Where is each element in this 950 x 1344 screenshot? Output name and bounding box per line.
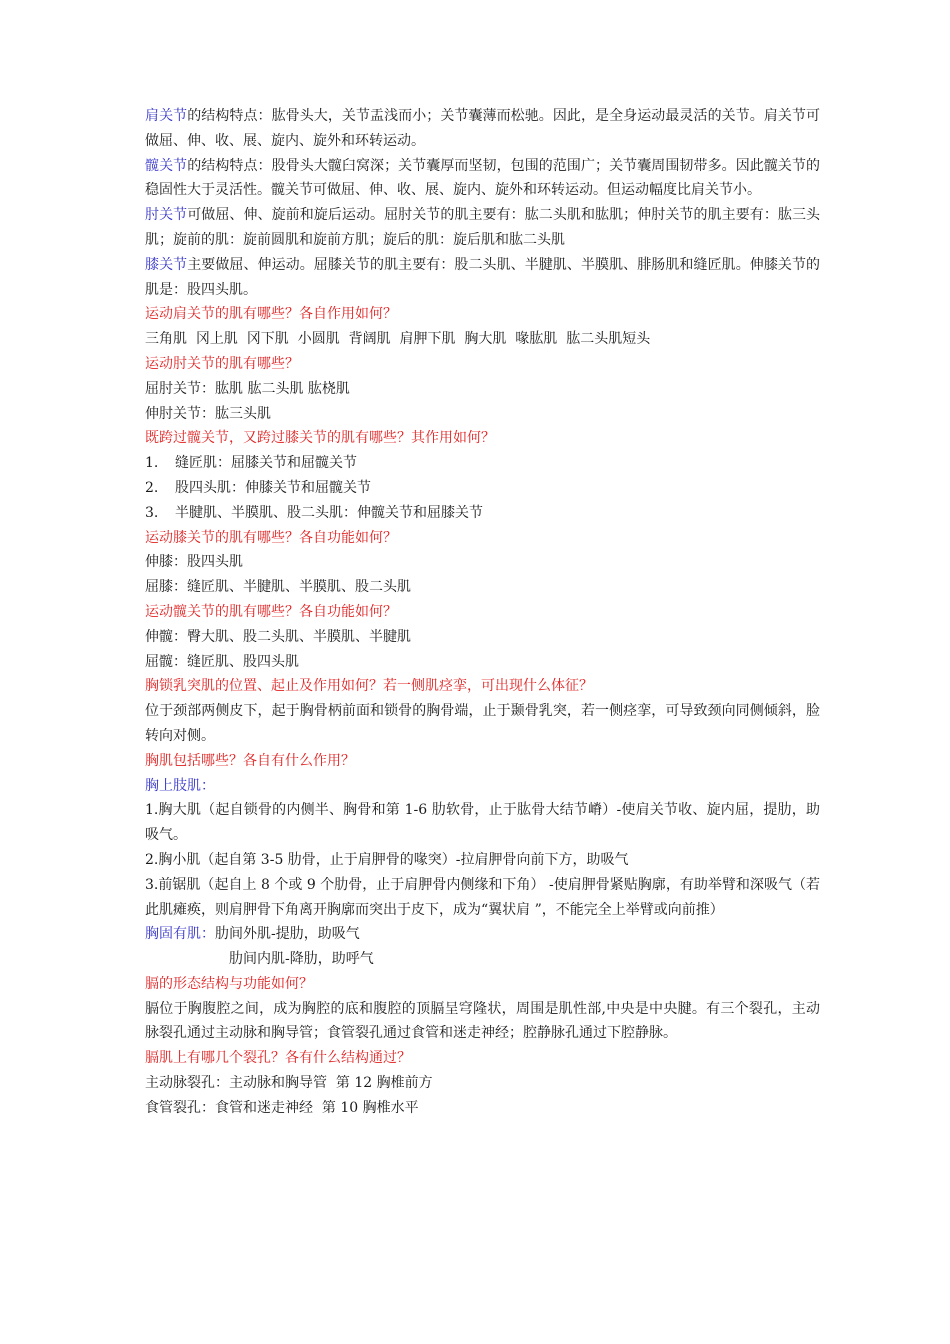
elbow-joint-term: 肘关节 (145, 207, 188, 224)
knee-joint-paragraph (145, 253, 820, 303)
answer-elbow-flexors: 屈肘关节：肱肌 肱二头肌 肱桡肌 (145, 380, 350, 397)
hip-joint-paragraph (145, 154, 820, 204)
question-biarticular-muscles: 既跨过髋关节，又跨过膝关节的肌有哪些？其作用如何？ (145, 430, 495, 447)
answer-sternocleidomastoid: 位于颈部两侧皮下，起于胸骨柄前面和锁骨的胸骨端，止于颞骨乳突，若一侧痉挛，可导致颈向同侧倾斜，脸转向对侧。 (145, 703, 820, 744)
question-elbow-muscles: 运动肘关节的肌有哪些？ (145, 355, 299, 372)
answer-knee-extensors: 伸膝：股四头肌 (145, 554, 243, 571)
knee-joint-text: 主要做屈、伸运动。屈膝关节的肌主要有：股二头肌、半腱肌、半膜肌、腓肠肌和缝匠肌。伸膝关节的肌是：股四头肌。 (145, 256, 821, 298)
shoulder-joint-text: 的结构特点：肱骨头大，关节盂浅而小；关节囊薄而松驰。因此，是全身运动最灵活的关节。肩关节可做屈、伸、收、展、旋内、旋外和环转运动。 (145, 108, 821, 149)
pectoralis-major-item: 1.胸大肌（起自锁骨的内侧半、胸骨和第 1-6 肋软骨，止于肱骨大结节嵴）-使肩关节收、旋内屈，提肋，助吸气。 (145, 802, 820, 844)
serratus-anterior-item: 3.前锯肌（起自上 8 个或 9 个肋骨，止于肩胛骨内侧缘和下角） -使肩胛骨紧贴胸廓，有助举臂和深吸气（若此肌瘫痪，则肩胛骨下角离开胸廓而突出于皮下，成为“翼状肩 ”，不能完全上举臂或向前推） (145, 876, 820, 918)
question-sternocleidomastoid: 胸锁乳突肌的位置、起止及作用如何？若一侧肌痉挛，可出现什么体征？ (145, 678, 593, 695)
document-body (145, 104, 820, 1121)
elbow-joint-text: 可做屈、伸、旋前和旋后运动。屈肘关节的肌主要有：肱二头肌和肱肌；伸肘关节的肌主要有：肱三头肌；旋前的肌：旋前圆肌和旋前方肌；旋后的肌：旋后肌和肱二头肌 (145, 207, 821, 248)
answer-knee-flexors: 屈膝：缝匠肌、半腱肌、半膜肌、股二头肌 (145, 579, 411, 596)
list-item (145, 451, 820, 476)
answer-hip-flexors: 屈髋：缝匠肌、股四头肌 (145, 653, 299, 670)
list-text: 半腱肌、半膜肌、股二头肌：伸髋关节和屈膝关节 (175, 504, 483, 521)
aortic-hiatus-text: 主动脉裂孔：主动脉和胸导管 第 12 胸椎前方 (145, 1075, 433, 1092)
question-chest-muscles: 胸肌包括哪些？各自有什么作用？ (145, 752, 355, 769)
list-item (145, 476, 820, 501)
intrinsic-chest-muscles-term: 胸固有肌： (145, 926, 215, 943)
internal-intercostal-text: 肋间内肌-降肋，助呼气 (229, 951, 374, 968)
list-number: 3. (145, 504, 159, 521)
question-shoulder-muscles: 运动肩关节的肌有哪些？各自作用如何？ (145, 306, 397, 323)
knee-joint-term: 膝关节 (145, 256, 188, 273)
hip-joint-term: 髋关节 (145, 157, 188, 174)
question-diaphragm: 膈的形态结构与功能如何？ (145, 975, 313, 992)
question-diaphragm-openings: 膈肌上有哪几个裂孔？各有什么结构通过？ (145, 1050, 411, 1067)
list-number: 1. (145, 455, 159, 472)
list-number: 2. (145, 479, 159, 496)
shoulder-joint-paragraph (145, 104, 820, 154)
list-text: 缝匠肌：屈膝关节和屈髋关节 (175, 455, 357, 472)
hip-joint-text: 的结构特点：股骨头大髋臼窝深；关节囊厚而坚韧，包围的范围广；关节囊周围韧带多。因此髋关节的稳固性大于灵活性。髋关节可做屈、伸、收、展、旋内、旋外和环转运动。但运动幅度比肩关节小。 (145, 157, 821, 199)
external-intercostal-text: 肋间外肌-提肋，助吸气 (215, 926, 360, 943)
upper-limb-chest-muscles-heading: 胸上肢肌： (145, 777, 215, 794)
pectoralis-minor-item: 2.胸小肌（起自第 3-5 肋骨，止于肩胛骨的喙突）-拉肩胛骨向前下方，助吸气 (145, 851, 629, 868)
intrinsic-chest-muscles (145, 922, 820, 947)
answer-diaphragm: 膈位于胸腹腔之间，成为胸腔的底和腹腔的顶膈呈穹隆状，周围是肌性部,中央是中央腱。有三个裂孔，主动脉裂孔通过主动脉和胸导管；食管裂孔通过食管和迷走神经；腔静脉孔通过下腔静脉。 (145, 1000, 820, 1042)
question-knee-muscles: 运动膝关节的肌有哪些？各自功能如何？ (145, 529, 397, 546)
answer-shoulder-muscles: 三角肌 冈上肌 冈下肌 小圆肌 背阔肌 肩胛下肌 胸大肌 喙肱肌 肱二头肌短头 (145, 331, 651, 348)
list-item (145, 501, 820, 526)
list-text: 股四头肌：伸膝关节和屈髋关节 (175, 479, 371, 496)
question-hip-muscles: 运动髋关节的肌有哪些？各自功能如何？ (145, 603, 397, 620)
shoulder-joint-term: 肩关节 (145, 108, 188, 124)
answer-elbow-extensors: 伸肘关节：肱三头肌 (145, 405, 271, 422)
esophageal-hiatus-text: 食管裂孔：食管和迷走神经 第 10 胸椎水平 (145, 1099, 419, 1116)
elbow-joint-paragraph (145, 203, 820, 253)
answer-hip-extensors: 伸髋：臀大肌、股二头肌、半膜肌、半腱肌 (145, 628, 411, 645)
